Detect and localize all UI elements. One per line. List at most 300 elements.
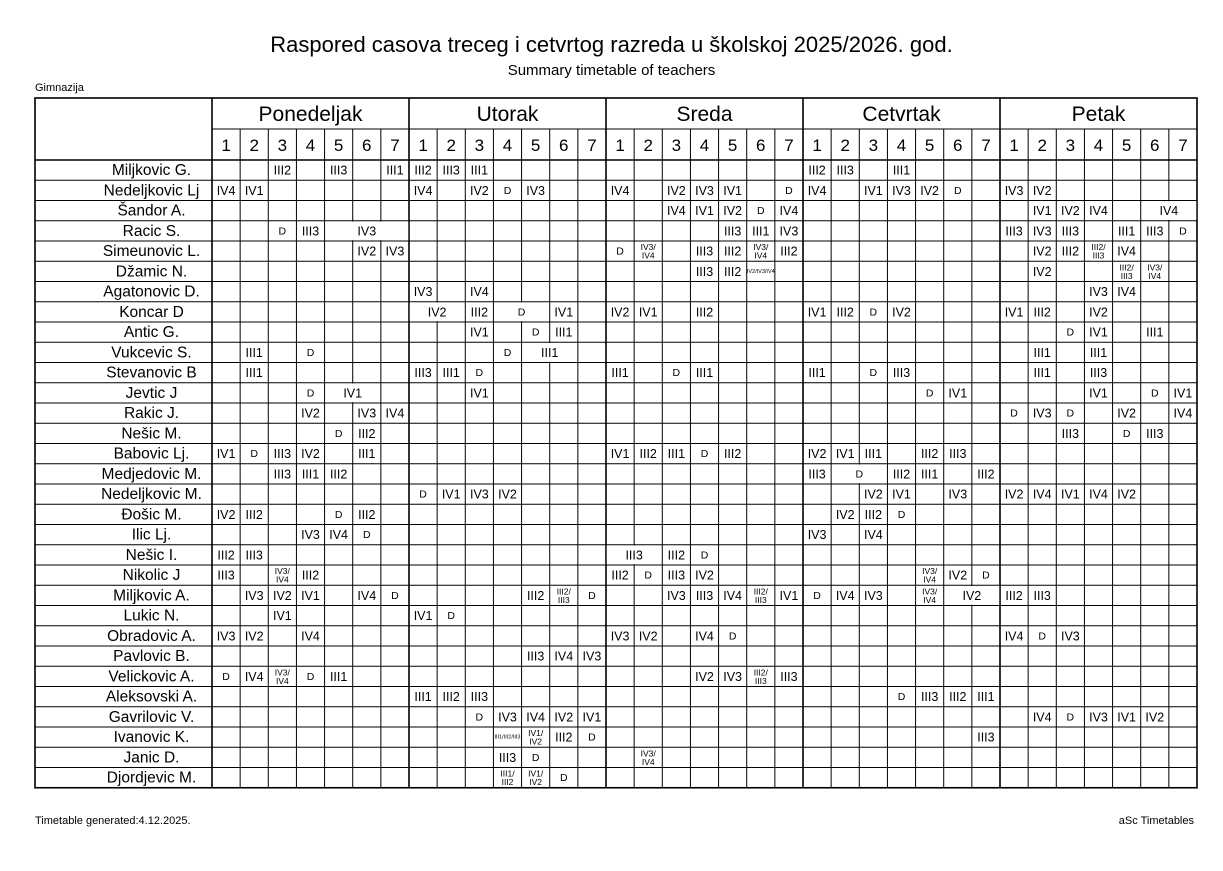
lesson-label: IV4 (641, 250, 655, 261)
lesson-label: IV1 (216, 447, 236, 462)
lesson-label: III2 (864, 507, 883, 522)
lesson-label: IV4 (754, 250, 768, 261)
lesson-label: IV2 (1032, 264, 1052, 279)
lesson-label: III1 (386, 163, 404, 178)
lesson-label: III3 (836, 163, 854, 178)
lesson-label: IV1 (272, 609, 292, 624)
lesson-label: III3 (754, 594, 767, 605)
teacher-name: Jevtic J (125, 384, 178, 402)
lesson-label: IV1 (948, 386, 968, 401)
lesson-label: III1 (1117, 224, 1136, 239)
lesson-label: III1 (245, 345, 263, 360)
lesson-label: D (517, 306, 526, 319)
lesson-label: III2 (442, 690, 460, 705)
lesson-label: IV4 (301, 629, 320, 644)
lesson-label: D (672, 367, 681, 380)
period-header: 7 (587, 136, 597, 155)
lesson-label: IV4 (1004, 629, 1024, 644)
lesson-label: III3 (892, 366, 911, 381)
lesson-label: IV2 (962, 588, 982, 603)
teacher-name: Rakic J. (123, 405, 180, 423)
period-header: 6 (953, 136, 963, 155)
lesson-label: IV2 (920, 183, 940, 198)
lesson-label: III2 (245, 507, 263, 522)
teacher-name: Gavrilovic V. (108, 708, 195, 726)
lesson-label: III2 (808, 163, 826, 178)
period-header: 1 (615, 136, 625, 155)
lesson-label: III2 (780, 244, 798, 259)
lesson-label: IV2 (638, 629, 658, 644)
teacher-name: Koncar D (119, 303, 184, 321)
lesson-label: IV1 (441, 487, 461, 502)
lesson-label: IV2 (835, 507, 855, 522)
teacher-name: Lukic N. (123, 607, 180, 625)
lesson-label: III1 (555, 325, 573, 340)
lesson-label: III3 (1061, 426, 1080, 441)
lesson-label: III2 (611, 568, 629, 583)
lesson-label: III2 (667, 548, 686, 563)
period-header: 6 (1150, 136, 1160, 155)
lesson-label: III3 (329, 163, 348, 178)
teacher-name: Antic G. (123, 324, 180, 342)
lesson-label: III3 (557, 594, 570, 605)
lesson-label: IV2 (666, 183, 686, 198)
period-header: 4 (305, 136, 316, 155)
lesson-label: IV4 (526, 710, 546, 725)
lesson-label: III3 (301, 224, 320, 239)
lesson-label: D (1066, 407, 1075, 420)
lesson-label: III1 (358, 447, 376, 462)
lesson-label: III2/ (753, 586, 768, 597)
lesson-label: IV3 (1089, 710, 1108, 725)
lesson-label: III1 (301, 467, 320, 482)
lesson-label: III2 (892, 467, 911, 482)
lesson-label: III2 (358, 426, 376, 441)
lesson-label: IV2 (1004, 487, 1024, 502)
teacher-name: Pavlovic B. (113, 648, 190, 666)
lesson-label: D (869, 367, 878, 380)
lesson-label: IV2 (948, 568, 968, 583)
period-header: 2 (643, 136, 653, 155)
brand-label: aSc Timetables (1118, 815, 1194, 827)
lesson-label: III2 (1061, 244, 1080, 259)
lesson-label: IV2 (427, 305, 447, 320)
lesson-label: III2 (414, 163, 432, 178)
lesson-label: III3 (723, 224, 742, 239)
lesson-label: III1 (442, 366, 460, 381)
lesson-label: III2 (639, 447, 657, 462)
period-header: 4 (699, 136, 710, 155)
teacher-name: Obradovic A. (107, 627, 196, 645)
lesson-label: III2 (1033, 305, 1051, 320)
lesson-label: III3 (1146, 426, 1164, 441)
lesson-label: IV1 (582, 710, 602, 725)
lesson-label: IV3 (948, 487, 968, 502)
lesson-label: IV3/ (753, 242, 769, 253)
day-header: Petak (1071, 103, 1126, 126)
lesson-label: III3 (1061, 224, 1080, 239)
lesson-label: IV3 (1060, 629, 1080, 644)
lesson-label: IV4 (275, 675, 289, 686)
lesson-label: IV2 (1060, 204, 1080, 219)
teacher-name: Nedeljkovic M. (101, 486, 202, 504)
lesson-label: D (785, 184, 793, 197)
lesson-label: IV4 (723, 588, 743, 603)
teacher-name: Babovic Lj. (113, 445, 190, 463)
lesson-label: III3 (1092, 250, 1105, 261)
period-header: 1 (418, 136, 428, 155)
period-header: 3 (671, 136, 682, 155)
lesson-label: IV4 (923, 574, 937, 585)
lesson-label: IV2 (1145, 710, 1165, 725)
lesson-label: III2 (836, 305, 854, 320)
lesson-label: IV3 (357, 224, 377, 239)
period-header: 2 (249, 136, 259, 155)
lesson-label: IV3 (1004, 183, 1024, 198)
lesson-label: D (531, 326, 540, 339)
day-header: Cetvrtak (862, 103, 941, 126)
lesson-label: III3 (625, 548, 643, 563)
lesson-label: D (728, 630, 737, 643)
lesson-label: III3 (273, 467, 292, 482)
lesson-label: III2 (723, 447, 742, 462)
lesson-label: D (475, 367, 484, 380)
lesson-label: IV4 (666, 204, 686, 219)
lesson-label: IV3 (357, 406, 377, 421)
lesson-label: IV4 (1117, 244, 1137, 259)
lesson-label: III3 (217, 568, 235, 583)
lesson-label: IV3 (892, 183, 911, 198)
lesson-label: III2 (695, 305, 714, 320)
lesson-label: IV3 (216, 629, 236, 644)
lesson-label: D (588, 589, 596, 602)
lesson-label: D (1179, 225, 1187, 238)
lesson-label: III2 (273, 163, 292, 178)
lesson-label: IV1 (863, 183, 883, 198)
lesson-label: IV1 (1032, 204, 1052, 219)
lesson-label: IV3/ (640, 748, 656, 759)
lesson-label: III3 (1033, 588, 1051, 603)
lesson-label: III3 (808, 467, 826, 482)
lesson-label: IV3/ (922, 586, 938, 597)
lesson-label: IV2 (272, 588, 292, 603)
teacher-name: Stevanovic B (106, 364, 197, 382)
period-header: 3 (1065, 136, 1076, 155)
period-header: 4 (502, 136, 513, 155)
lesson-label: D (1150, 387, 1159, 400)
lesson-label: III3 (949, 447, 967, 462)
lesson-label: IV3/ (1147, 262, 1163, 273)
lesson-label: IV2 (1117, 406, 1137, 421)
day-header: Ponedeljak (258, 103, 363, 126)
lesson-label: IV3 (863, 588, 883, 603)
lesson-label: IV3/ (274, 667, 290, 678)
lesson-label: IV1 (779, 588, 799, 603)
lesson-label: D (1066, 711, 1075, 724)
lesson-label: III1 (864, 447, 883, 462)
lesson-label: III3 (920, 690, 939, 705)
period-header: 1 (1009, 136, 1019, 155)
lesson-label: III1 (752, 224, 770, 239)
lesson-label: IV3 (526, 183, 546, 198)
teacher-name: Nikolic J (122, 567, 181, 585)
lesson-label: D (531, 751, 540, 764)
lesson-label: III3 (667, 568, 686, 583)
period-header: 5 (530, 136, 541, 155)
lesson-label: IV3 (582, 649, 602, 664)
teacher-name: Vukcevic S. (111, 344, 192, 362)
lesson-label: IV2 (695, 568, 714, 583)
lesson-label: III3 (273, 447, 292, 462)
period-header: 2 (1037, 136, 1047, 155)
period-header: 7 (390, 136, 400, 155)
lesson-label: D (391, 589, 399, 602)
teacher-name: Janic D. (123, 749, 180, 767)
lesson-label: III3 (498, 750, 517, 765)
lesson-label: IV3 (413, 285, 433, 300)
lesson-label: D (447, 610, 456, 623)
lesson-label: D (559, 772, 568, 785)
lesson-label: D (953, 184, 962, 197)
lesson-label: IV4 (1089, 487, 1108, 502)
lesson-label: III3 (470, 690, 489, 705)
lesson-label: III1 (1033, 366, 1051, 381)
lesson-label: III1 (977, 690, 995, 705)
lesson-label: IV3 (666, 588, 686, 603)
teacher-name: Agatonovic D. (103, 283, 200, 301)
lesson-label: IV1 (469, 386, 489, 401)
period-header: 6 (559, 136, 569, 155)
teacher-name: Džamic N. (115, 263, 188, 281)
lesson-label: IV1 (1089, 386, 1108, 401)
lesson-label: III2 (470, 305, 489, 320)
lesson-label: IV2 (301, 447, 320, 462)
lesson-label: D (503, 346, 512, 359)
lesson-label: D (897, 508, 906, 521)
lesson-label: IV4 (923, 594, 937, 605)
lesson-label: IV4 (357, 588, 377, 603)
lesson-label: III2 (358, 507, 376, 522)
teacher-name: Ivanovic K. (113, 729, 190, 747)
lesson-label: IV4 (244, 669, 264, 684)
period-header: 4 (896, 136, 907, 155)
lesson-label: III2 (501, 777, 514, 788)
lesson-label: D (700, 549, 709, 562)
period-header: 6 (756, 136, 766, 155)
teacher-name: Nešic I. (125, 546, 178, 564)
lesson-label: IV4 (1117, 285, 1137, 300)
lesson-label: D (306, 387, 315, 400)
period-header: 3 (277, 136, 288, 155)
lesson-label: D (278, 225, 287, 238)
lesson-label: D (925, 387, 934, 400)
period-header: 4 (1093, 136, 1104, 155)
lesson-label: D (475, 711, 484, 724)
period-header: 2 (446, 136, 456, 155)
lesson-label: III1 (470, 163, 489, 178)
lesson-label: IV4 (779, 204, 799, 219)
lesson-label: III2 (301, 568, 320, 583)
lesson-label: IV2 (554, 710, 574, 725)
lesson-label: IV4 (469, 285, 489, 300)
lesson-label: IV4 (385, 406, 405, 421)
lesson-label: D (250, 448, 259, 461)
page-title: Raspored casova treceg i cetvrtog razreda u školskoj 2025/2026. god. (270, 32, 953, 57)
lesson-label: IV1 (835, 447, 855, 462)
lesson-label: D (222, 670, 230, 683)
period-header: 5 (924, 136, 935, 155)
lesson-label: IV4 (1032, 710, 1052, 725)
lesson-label: IV2 (695, 669, 714, 684)
lesson-label: IV3 (1032, 224, 1052, 239)
lesson-label: IV3 (695, 183, 714, 198)
lesson-label: IV4 (1032, 487, 1052, 502)
lesson-label: III2/ (753, 667, 768, 678)
lesson-label: III3 (245, 548, 263, 563)
lesson-label: D (334, 508, 343, 521)
lesson-label: D (588, 731, 596, 744)
period-header: 2 (840, 136, 850, 155)
period-header: 3 (868, 136, 879, 155)
lesson-label: IV2 (529, 736, 543, 747)
lesson-label: D (1038, 630, 1047, 643)
lesson-label: IV1 (638, 305, 658, 320)
lesson-label: III3 (977, 730, 995, 745)
teacher-name: Djordjevic M. (106, 769, 197, 787)
lesson-label: D (419, 488, 427, 501)
period-header: 3 (474, 136, 485, 155)
lesson-label: IV1 (413, 609, 433, 624)
lesson-label: IV3/ (640, 242, 656, 253)
lesson-label: III2/ (556, 586, 571, 597)
teacher-name: Đošic M. (121, 506, 182, 524)
lesson-label: III2 (217, 548, 235, 563)
lesson-label: IV4 (413, 183, 433, 198)
lesson-label: IV3 (1032, 406, 1052, 421)
lesson-label: III2/ (1119, 262, 1134, 273)
lesson-label: IV4 (1148, 270, 1162, 281)
lesson-label: IV3 (385, 244, 405, 259)
lesson-label: D (306, 346, 315, 359)
lesson-label: IV4 (275, 574, 289, 585)
lesson-label: III2 (723, 244, 742, 259)
lesson-label: D (616, 245, 624, 258)
lesson-label: III1/ (500, 768, 515, 779)
teacher-name: Nešic M. (121, 425, 182, 443)
lesson-label: IV1 (554, 305, 574, 320)
lesson-label: D (306, 670, 315, 683)
period-header: 1 (221, 136, 231, 155)
lesson-label: IV1/ (528, 728, 544, 739)
lesson-label: III1 (808, 366, 826, 381)
lesson-label: III1 (541, 345, 559, 360)
day-header: Utorak (476, 103, 539, 126)
period-header: 7 (784, 136, 794, 155)
lesson-label: D (503, 184, 512, 197)
lesson-label: IV4 (1159, 204, 1179, 219)
lesson-label: III1 (1033, 345, 1051, 360)
lesson-label: III3 (526, 649, 545, 664)
lesson-label: IV1 (343, 386, 363, 401)
period-header: 5 (727, 136, 738, 155)
lesson-label: IV1 (1117, 710, 1137, 725)
lesson-label: IV2 (610, 305, 630, 320)
lesson-label: IV4 (610, 183, 630, 198)
lesson-label: D (982, 569, 990, 582)
lesson-label: IV1 (469, 325, 489, 340)
lesson-label: III1 (329, 669, 348, 684)
lesson-label: IV4 (863, 528, 883, 543)
generated-date: Timetable generated:4.12.2025. (35, 815, 191, 827)
lesson-label: III2 (329, 467, 348, 482)
period-header: 1 (812, 136, 822, 155)
lesson-label: III1 (892, 163, 911, 178)
lesson-label: III2 (949, 690, 967, 705)
lesson-label: III3 (1120, 270, 1133, 281)
lesson-label: III2 (723, 264, 742, 279)
lesson-label: III2 (1005, 588, 1023, 603)
lesson-label: IV4 (329, 528, 349, 543)
lesson-label: D (700, 448, 709, 461)
lesson-label: IV2 (357, 244, 377, 259)
lesson-label: III3 (695, 588, 714, 603)
school-name: Gimnazija (35, 82, 84, 94)
lesson-label: D (756, 205, 765, 218)
lesson-label: III1 (695, 366, 714, 381)
lesson-label: IV3 (301, 528, 320, 543)
lesson-label: IV4 (807, 183, 827, 198)
lesson-label: IV3/ (274, 566, 290, 577)
teacher-name: Simeunovic L. (102, 243, 201, 261)
period-header: 6 (362, 136, 372, 155)
lesson-label: D (1010, 407, 1018, 420)
lesson-label: IV2 (807, 447, 827, 462)
lesson-label: IV2 (301, 406, 320, 421)
period-header: 5 (333, 136, 344, 155)
lesson-label: IV3 (469, 487, 489, 502)
lesson-label: III2/ (1091, 242, 1106, 253)
lesson-label: III3 (1005, 224, 1023, 239)
lesson-label: IV1 (1004, 305, 1024, 320)
lesson-label: D (644, 569, 653, 582)
lesson-label: IV2 (529, 777, 543, 788)
lesson-label: IV2 (1089, 305, 1108, 320)
lesson-label: III3 (780, 669, 798, 684)
lesson-label: D (362, 529, 371, 542)
teacher-name: Velickovic A. (108, 668, 195, 686)
lesson-label: IV2 (469, 183, 489, 198)
lesson-label: IV2/IV3/IV4 (746, 268, 775, 275)
lesson-label: III3 (1146, 224, 1164, 239)
lesson-label: D (897, 691, 906, 704)
lesson-label: IV4 (554, 649, 574, 664)
lesson-label: IV3 (807, 528, 827, 543)
lesson-label: IV1 (892, 487, 911, 502)
lesson-label: III3 (695, 244, 714, 259)
lesson-label: IV1 (610, 447, 630, 462)
lesson-label: IV3 (244, 588, 264, 603)
lesson-label: IV2 (498, 487, 517, 502)
teacher-name: Racic S. (122, 222, 181, 240)
lesson-label: IV2 (1032, 183, 1052, 198)
lesson-label: III3 (1089, 366, 1108, 381)
lesson-label: IV1 (1089, 325, 1108, 340)
lesson-label: IV1 (301, 588, 320, 603)
lesson-label: D (334, 427, 343, 440)
lesson-label: III1/III2/III3 (494, 734, 521, 741)
lesson-label: IV3 (1089, 285, 1108, 300)
lesson-label: IV2 (892, 305, 911, 320)
